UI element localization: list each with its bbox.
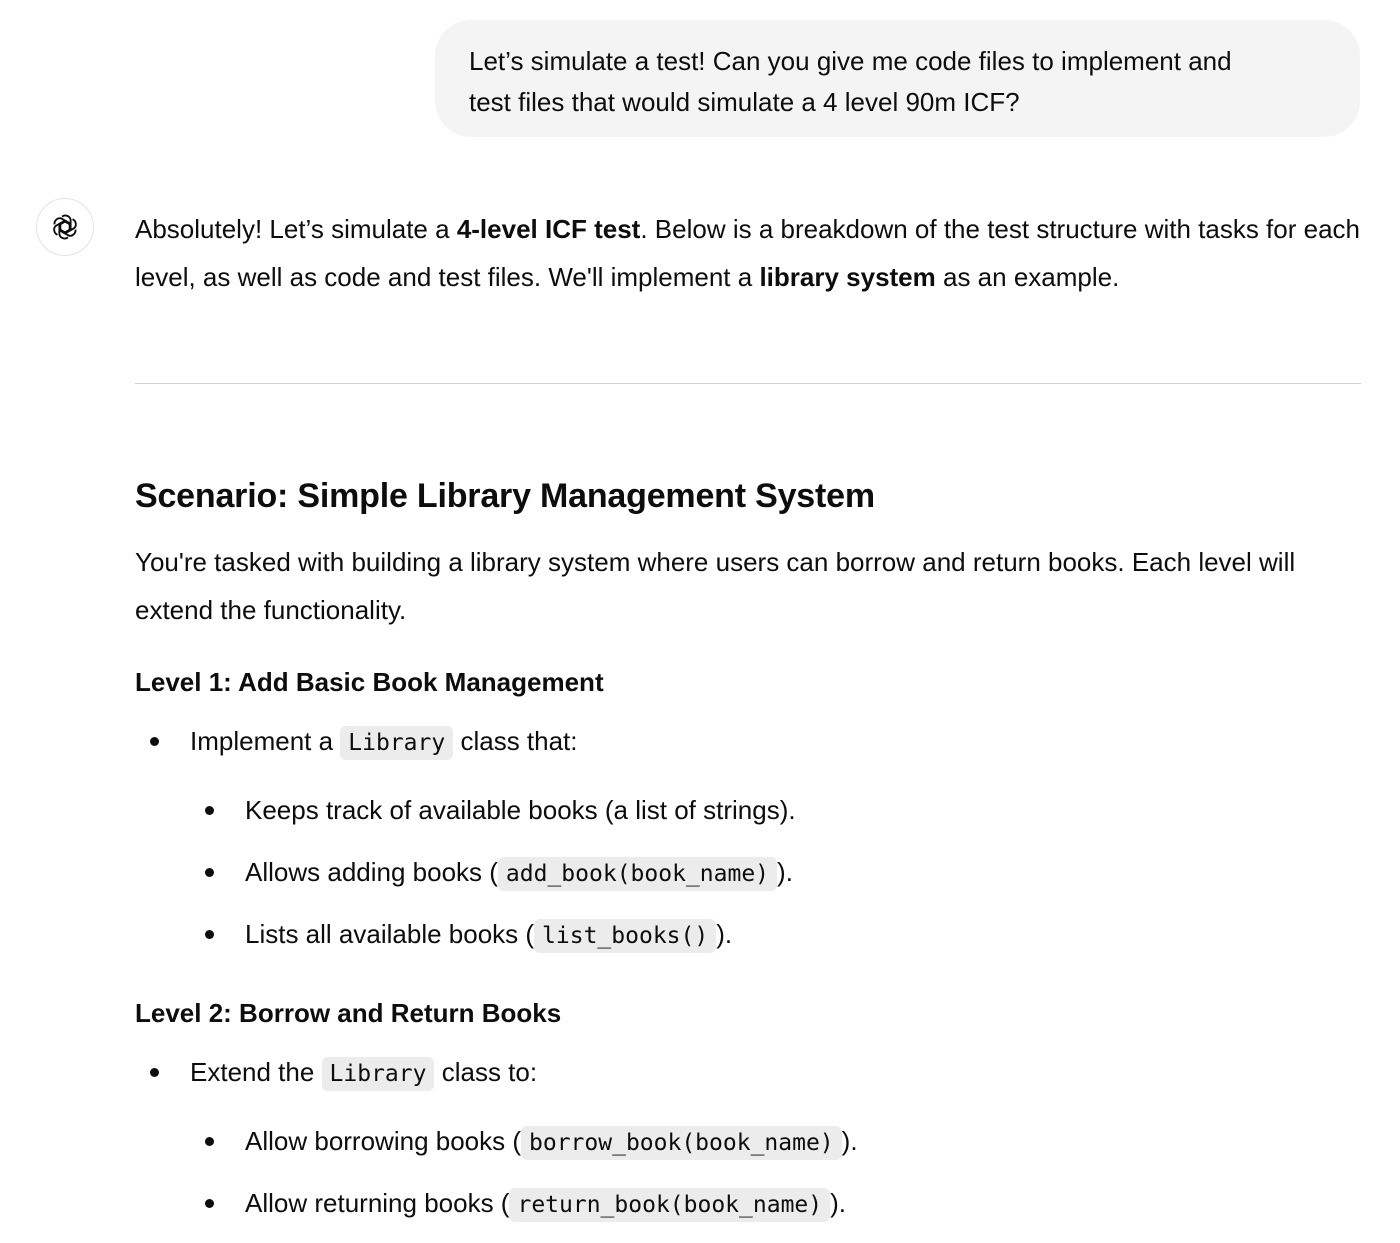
user-message-line: Let’s simulate a test! Can you give me code files to implement and <box>469 46 1232 76</box>
assistant-avatar <box>36 198 94 256</box>
list-item-text: class that: <box>453 726 578 756</box>
list-item-text: Keeps track of available books (a list of strings). <box>245 795 796 825</box>
list-item-text: Allow borrowing books ( <box>245 1126 522 1156</box>
scenario-title: Scenario: Simple Library Management System <box>135 477 875 515</box>
inline-code: return_book(book_name) <box>509 1188 830 1222</box>
scenario-section <box>135 474 1365 634</box>
horizontal-divider <box>135 383 1361 384</box>
bullet-icon <box>205 1199 214 1208</box>
bullet-icon <box>205 1137 214 1146</box>
sub-list-item <box>190 792 796 828</box>
inline-code: Library <box>322 1057 435 1091</box>
list-item-text: ). <box>777 857 793 887</box>
openai-logo-icon <box>49 211 81 243</box>
intro-text: . Below is a breakdown of the test structure with tasks for each level, as well as code and test files. We'll implement a <box>135 214 1360 292</box>
level-1-heading: Level 1: Add Basic Book Management <box>135 667 604 697</box>
list-item-text: Allow returning books ( <box>245 1188 510 1218</box>
sub-list-item <box>190 854 793 892</box>
list-item-text: class to: <box>434 1057 538 1087</box>
user-message-line: test files that would simulate a 4 level 90m ICF? <box>469 87 1020 117</box>
list-item-text: Implement a <box>190 726 341 756</box>
bullet-icon <box>150 1068 159 1077</box>
user-message-bubble <box>435 20 1360 137</box>
level-2-heading: Level 2: Borrow and Return Books <box>135 998 562 1028</box>
intro-text: as an example. <box>935 262 1120 292</box>
intro-text: Absolutely! Let’s simulate a <box>135 214 457 244</box>
sub-list-item <box>190 1123 858 1161</box>
list-item-text: ). <box>716 919 733 949</box>
list-item-text: ). <box>841 1126 858 1156</box>
sub-list-item <box>190 916 732 954</box>
intro-bold-text: 4-level ICF test <box>456 214 641 244</box>
list-item-text: Extend the <box>190 1057 322 1087</box>
scenario-description: You're tasked with building a library system where users can borrow and return books. Each level will extend the functionality. <box>135 547 1296 625</box>
list-item-text: Lists all available books ( <box>245 919 535 949</box>
assistant-intro <box>135 205 1365 301</box>
bullet-icon <box>150 737 159 746</box>
list-item-text: Allows adding books ( <box>245 857 498 887</box>
assistant-message <box>135 205 1365 301</box>
list-item <box>135 1054 537 1092</box>
inline-code: list_books() <box>534 919 716 953</box>
intro-bold-text: library system <box>759 262 936 292</box>
inline-code: borrow_book(book_name) <box>521 1126 842 1160</box>
bullet-icon <box>205 868 214 877</box>
bullet-icon <box>205 930 214 939</box>
bullet-icon <box>205 806 214 815</box>
sub-list-item <box>190 1185 846 1223</box>
inline-code: add_book(book_name) <box>498 857 777 891</box>
inline-code: Library <box>340 726 453 760</box>
list-item-text: ). <box>830 1188 846 1218</box>
list-item <box>135 723 578 761</box>
